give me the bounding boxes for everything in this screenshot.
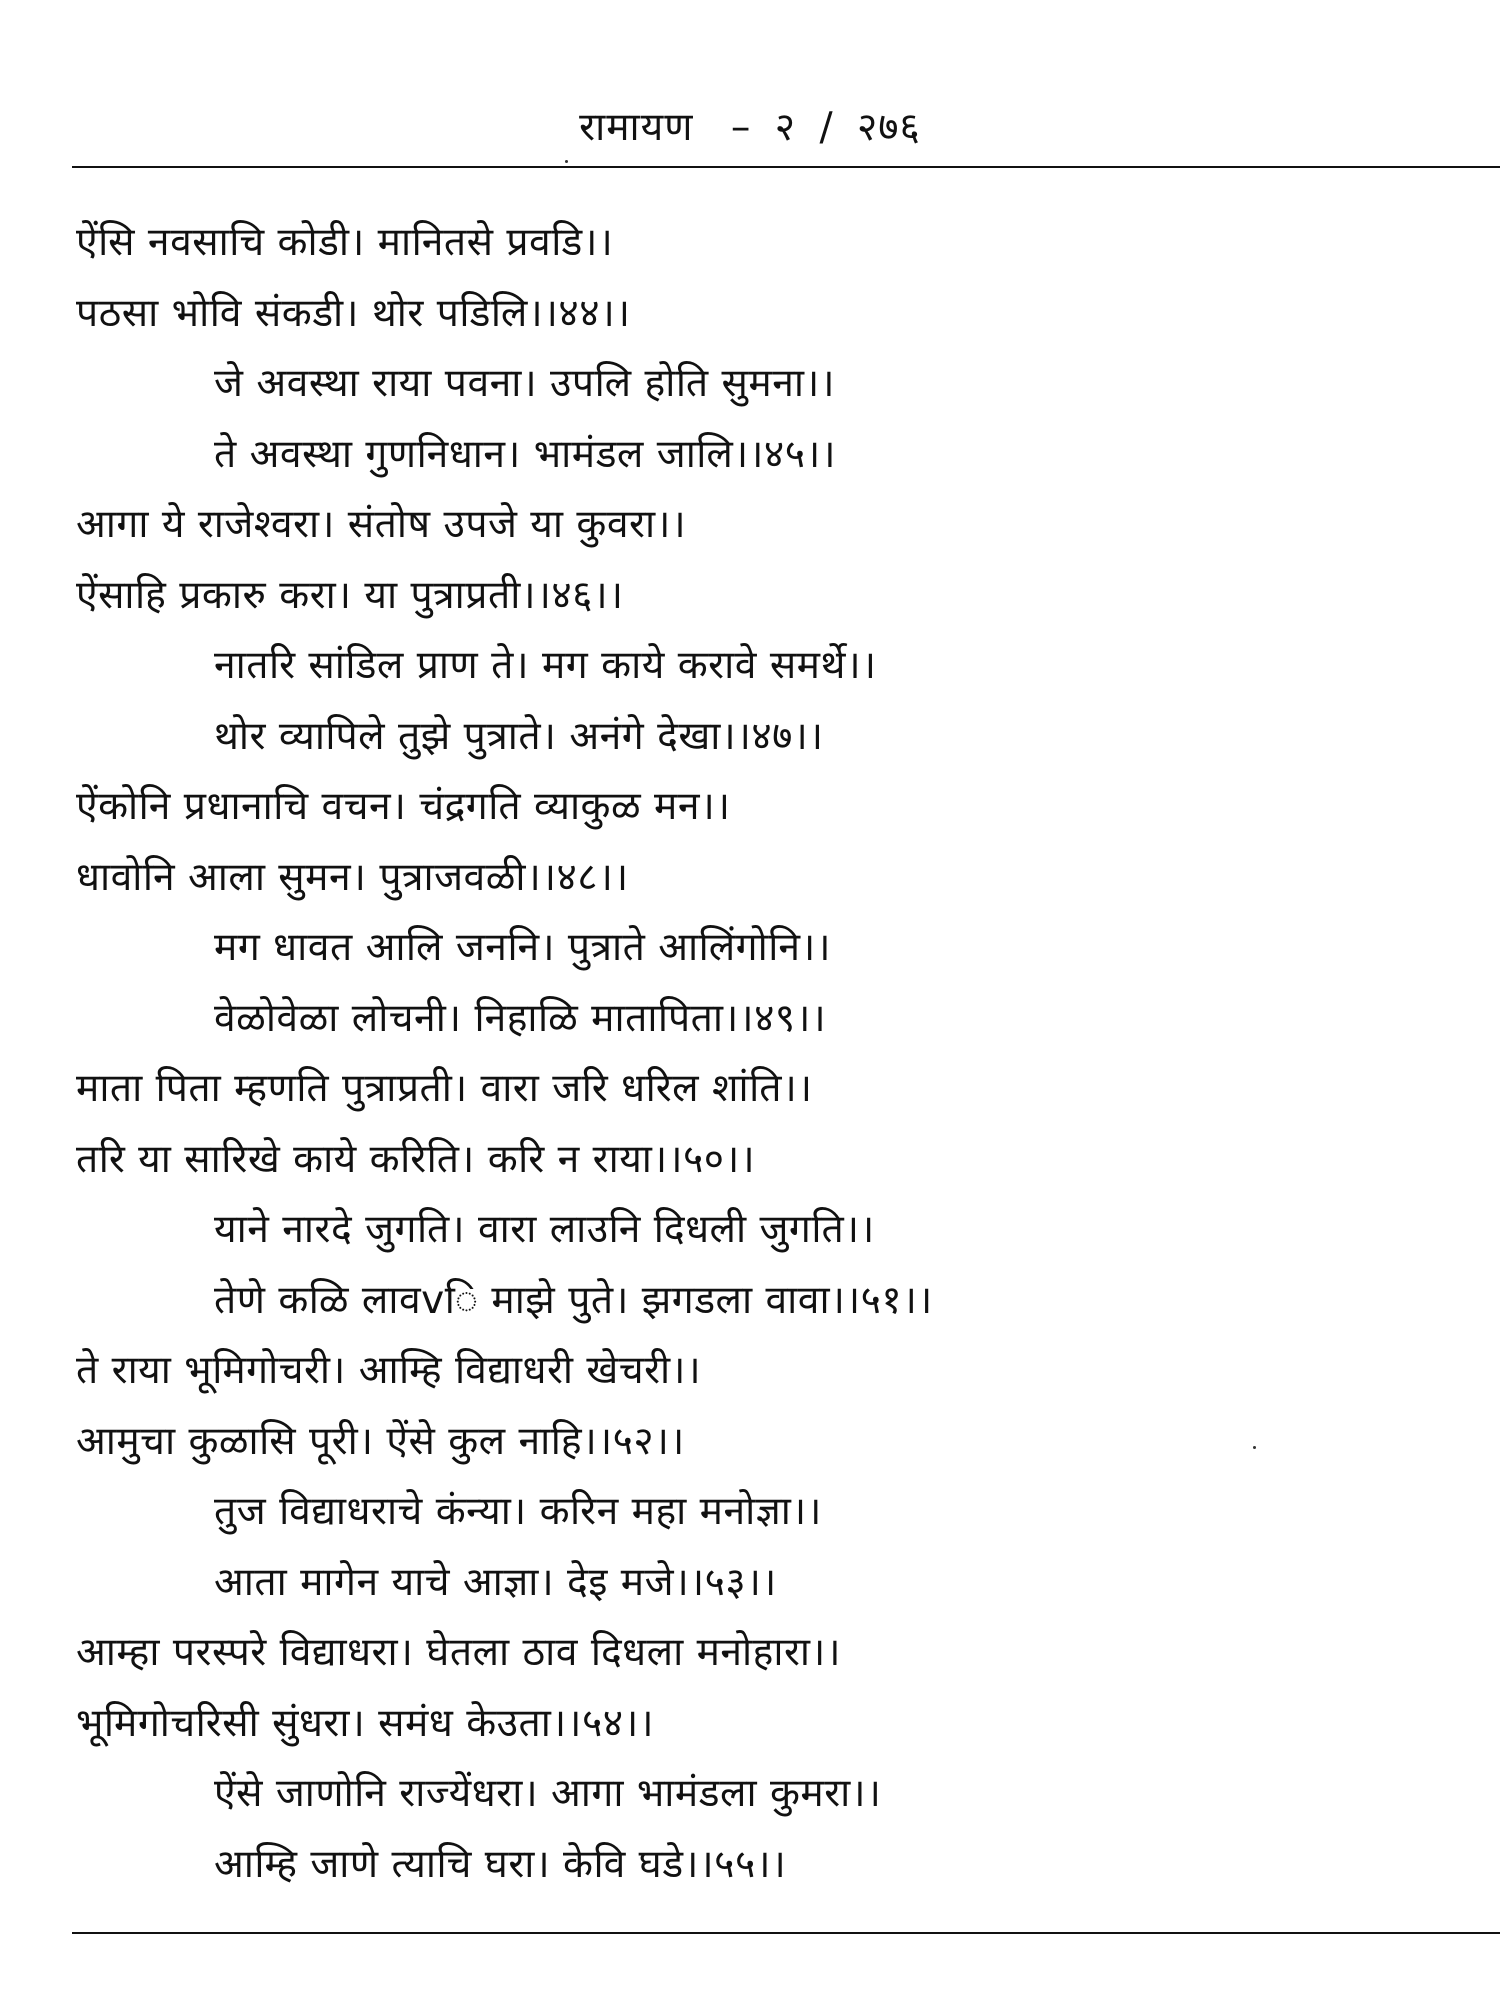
- verse-line: आम्हि जाणे त्याचि घरा। केवि घडे।।५५।।: [214, 1841, 787, 1887]
- verse-line: ऐंकोनि प्रधानाचि वचन। चंद्रगति व्याकुळ मन।।: [76, 784, 731, 829]
- verse-line: तुज विद्याधराचे कंन्या। करिन महा मनोज्ञा।।: [214, 1489, 822, 1534]
- verse-line: मग धावत आलि जननि। पुत्राते आलिंगोनि।।: [214, 925, 832, 970]
- verse-line: भूमिगोचरिसी सुंधरा। समंध केउता।।५४।।: [76, 1700, 655, 1746]
- footer-rule: [72, 1932, 1500, 1934]
- page-number: २७६: [857, 105, 921, 150]
- verse-line: आम्हा परस्परे विद्याधरा। घेतला ठाव दिधला मनोहारा।।: [76, 1630, 842, 1675]
- verse-line: पठसा भोवि संकडी। थोर पडिलि।।४४।।: [76, 290, 631, 336]
- verse-line: नातरि सांडिल प्राण ते। मग काये करावे समर्थे।।: [214, 643, 877, 688]
- verse-line: थोर व्यापिले तुझे पुत्राते। अनंगे देखा।।४७।।: [214, 713, 824, 759]
- verse-line: ऐंसि नवसाचि कोडी। मानितसे प्रवडि।।: [76, 220, 614, 265]
- volume-number: २: [774, 105, 797, 150]
- verse-line: ऐंसे जाणोनि राज्येंधरा। आगा भामंडला कुमरा।।: [214, 1771, 882, 1816]
- verse-line: ते अवस्था गुणनिधान। भामंडल जालि।।४५।।: [214, 431, 837, 477]
- stray-mark: [1253, 1446, 1256, 1449]
- verse-line: माता पिता म्हणति पुत्राप्रती। वारा जरि धरिल शांति।।: [76, 1066, 813, 1111]
- header-slash: /: [819, 105, 834, 150]
- stray-mark: [565, 160, 568, 163]
- verse-line: तेणे कळि लावvि माझे पुते। झगडला वावा।।५१।।: [214, 1277, 933, 1323]
- header-rule: [72, 166, 1500, 168]
- verse-line: जे अवस्था राया पवना। उपलि होति सुमना।।: [214, 361, 836, 406]
- verse-line: तरि या सारिखे काये करिति। करि न राया।।५०।।: [76, 1136, 756, 1182]
- book-title: रामायण: [579, 105, 694, 150]
- verse-line: वेळोवेळा लोचनी। निहाळि मातापिता।।४९।।: [214, 995, 827, 1041]
- verse-line: आमुचा कुळासि पूरी। ऐंसे कुल नाहि।।५२।।: [76, 1418, 685, 1464]
- running-header: [0, 105, 1500, 150]
- verse-block: [76, 208, 1460, 1900]
- verse-line: याने नारदे जुगति। वारा लाउनि दिधली जुगति।।: [214, 1207, 875, 1252]
- header-dash: –: [730, 105, 752, 150]
- verse-line: ऐंसाहि प्रकारु करा। या पुत्राप्रती।।४६।।: [76, 572, 624, 618]
- verse-line: आता मागेन याचे आज्ञा। देइ मजे।।५३।।: [214, 1559, 777, 1605]
- verse-line: ते राया भूमिगोचरी। आम्हि विद्याधरी खेचरी।।: [76, 1348, 702, 1393]
- verse-line: आगा ये राजेश्वरा। संतोष उपजे या कुवरा।।: [76, 502, 687, 547]
- verse-line: धावोनि आला सुमन। पुत्राजवळी।।४८।।: [76, 854, 629, 900]
